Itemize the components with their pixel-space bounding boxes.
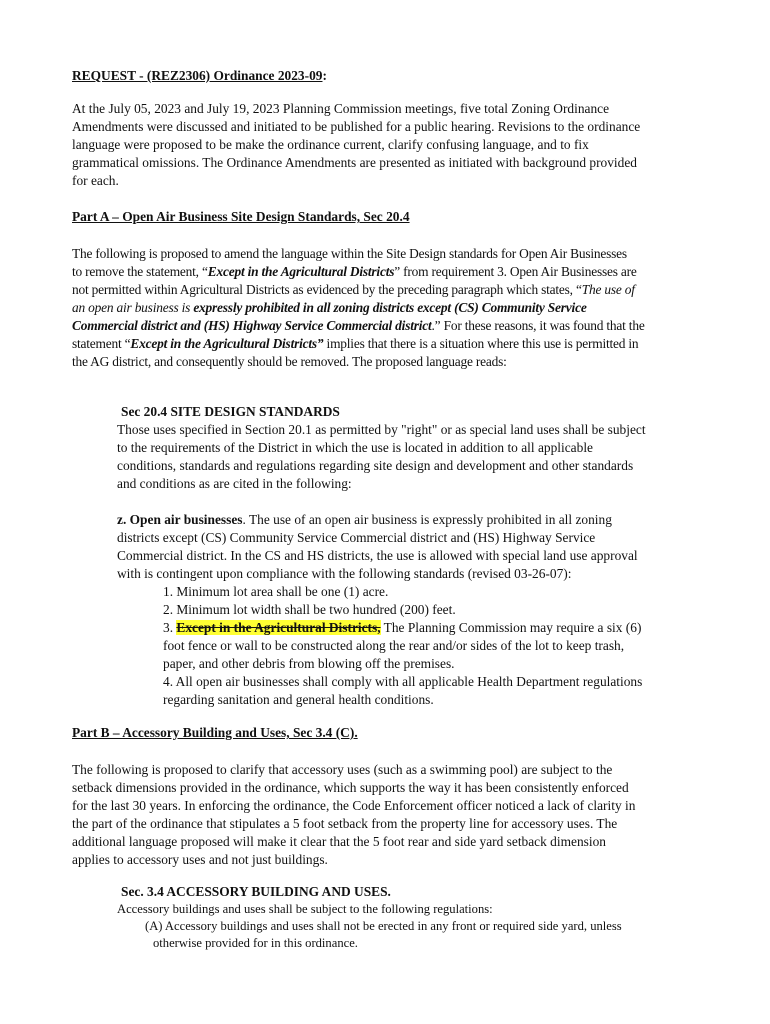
sec-3-4-body: [117, 901, 622, 952]
request-line-2: Amendments were discussed and initiated to be published for a public hearing. Revisions to the ordinance: [72, 119, 641, 134]
part-b-line-3: for the last 30 years. In enforcing the ordinance, the Code Enforcement officer noticed a lack of clarity in: [72, 798, 636, 813]
part-b-heading-text: Part B – Accessory Building and Uses, Sec 3.4 (C).: [72, 725, 358, 740]
sec-20-4-line-2: to the requirements of the District in which the use is located in addition to all applicable: [117, 440, 593, 455]
request-heading-colon: :: [322, 68, 327, 83]
list-item-4: 4. All open air businesses shall comply with all applicable Health Department regulations: [163, 674, 643, 689]
part-b-line-4: the part of the ordinance that stipulates a 5 foot setback from the property line for accessory uses. The: [72, 816, 618, 831]
part-a-l5-b: .” For these reasons, it was found that the: [431, 318, 645, 333]
request-heading: [72, 67, 327, 85]
open-air-line-2: districts except (CS) Community Service Commercial district and (HS) Highway Service: [117, 530, 596, 545]
sec-3-4-intro: Accessory buildings and uses shall be subject to the following regulations:: [117, 902, 493, 916]
sec-3-4-item-a-line-2: otherwise provided for in this ordinance.: [153, 936, 358, 950]
part-a-line-2: [72, 263, 645, 281]
list-item-3-line-2: foot fence or wall to be constructed along the rear and/or sides of the lot to keep trash,: [163, 638, 625, 653]
part-a-l3-a: not permitted within Agricultural Districts as evidenced by the preceding paragraph which states, “: [72, 282, 582, 297]
list-item-2: 2. Minimum lot width shall be two hundred (200) feet.: [163, 602, 456, 617]
request-line-1: At the July 05, 2023 and July 19, 2023 Planning Commission meetings, five total Zoning Ordinance: [72, 101, 610, 116]
part-a-l2-a: to remove the statement, “: [72, 264, 208, 279]
part-a-l4-a: an open air business is: [72, 300, 194, 315]
sec-20-4-title: [121, 403, 340, 421]
part-a-line-6: [72, 335, 645, 353]
request-line-4: grammatical omissions. The Ordinance Amendments are presented as initiated with background provided: [72, 155, 637, 170]
list-item-1: 1. Minimum lot area shall be one (1) acre.: [163, 584, 389, 599]
part-a-heading: [72, 208, 410, 226]
part-a-l6-a: statement “: [72, 336, 131, 351]
part-a-l4-b: expressly prohibited in all zoning districts except (CS) Community Service: [193, 300, 587, 315]
part-a-line-1: The following is proposed to amend the language within the Site Design standards for Open Air Businesses: [72, 246, 627, 261]
sec-3-4-item-a: (A) Accessory buildings and uses shall not be erected in any front or required side yard, unless: [145, 919, 622, 933]
list-item-4-line-2: regarding sanitation and general health conditions.: [163, 692, 434, 707]
request-line-3: language were proposed to be make the ordinance current, clarify confusing language, and to fix: [72, 137, 589, 152]
part-a-l2-quote: Except in the Agricultural Districts: [207, 264, 395, 279]
request-paragraph: [72, 100, 640, 190]
part-a-heading-text: Part A – Open Air Business Site Design Standards, Sec 20.4: [72, 209, 410, 224]
sec-3-4-title-text: Sec. 3.4 ACCESSORY BUILDING AND USES.: [121, 884, 391, 899]
part-a-line-5: [72, 317, 645, 335]
open-air-businesses-paragraph: [117, 511, 638, 583]
part-b-line-1: The following is proposed to clarify that accessory uses (such as a swimming pool) are subject to the: [72, 762, 613, 777]
sec-20-4-line-3: conditions, standards and regulations regarding site design and development and other standards: [117, 458, 634, 473]
part-b-paragraph: [72, 761, 635, 869]
list-item-3-line-3: paper, and other debris from blowing off the premises.: [163, 656, 455, 671]
part-b-line-5: additional language proposed will make it clear that the 5 foot rear and side yard setback dimension: [72, 834, 606, 849]
part-a-l6-c: implies that there is a situation where this use is permitted in: [323, 336, 639, 351]
request-line-5: for each.: [72, 173, 119, 188]
struck-highlighted-text: Except in the Agricultural Districts,: [176, 620, 381, 635]
list-item-3: [163, 619, 642, 637]
part-a-line-7: the AG district, and consequently should be removed. The proposed language reads:: [72, 354, 507, 369]
part-b-line-2: setback dimensions provided in the ordinance, which supports the way it has been consistently enforced: [72, 780, 629, 795]
sec-20-4-title-text: Sec 20.4 SITE DESIGN STANDARDS: [121, 404, 340, 419]
request-heading-text: REQUEST - (REZ2306) Ordinance 2023-09: [72, 68, 323, 83]
part-a-l2-c: ” from requirement 3. Open Air Businesses are: [394, 264, 637, 279]
part-b-line-6: applies to accessory uses and not just buildings.: [72, 852, 328, 867]
part-a-paragraph: [72, 245, 645, 371]
part-b-heading: [72, 724, 358, 742]
open-air-line-3: Commercial district. In the CS and HS districts, the use is allowed with special land use approval: [117, 548, 638, 563]
open-air-label: z. Open air businesses: [117, 512, 243, 527]
open-air-line-1: [117, 511, 638, 529]
standards-list: [163, 583, 642, 709]
list-item-3-number: 3.: [163, 620, 177, 635]
sec-3-4-title: [121, 883, 391, 901]
open-air-l1: . The use of an open air business is expressly prohibited in all zoning: [242, 512, 612, 527]
open-air-line-4: with is contingent upon compliance with the following standards (revised 03-26-07):: [117, 566, 572, 581]
sec-20-4-paragraph: [117, 421, 646, 493]
part-a-line-3: [72, 281, 645, 299]
list-item-3-l1: The Planning Commission may require a six (6): [380, 620, 642, 635]
sec-20-4-line-4: and conditions as are cited in the following:: [117, 476, 352, 491]
part-a-l3-b: The use of: [581, 282, 635, 297]
sec-20-4-line-1: Those uses specified in Section 20.1 as permitted by "right" or as special land uses shall be subject: [117, 422, 646, 437]
part-a-line-4: [72, 299, 645, 317]
part-a-l6-b: Except in the Agricultural Districts”: [130, 336, 324, 351]
part-a-l5-a: Commercial district and (HS) Highway Service Commercial district: [72, 318, 432, 333]
